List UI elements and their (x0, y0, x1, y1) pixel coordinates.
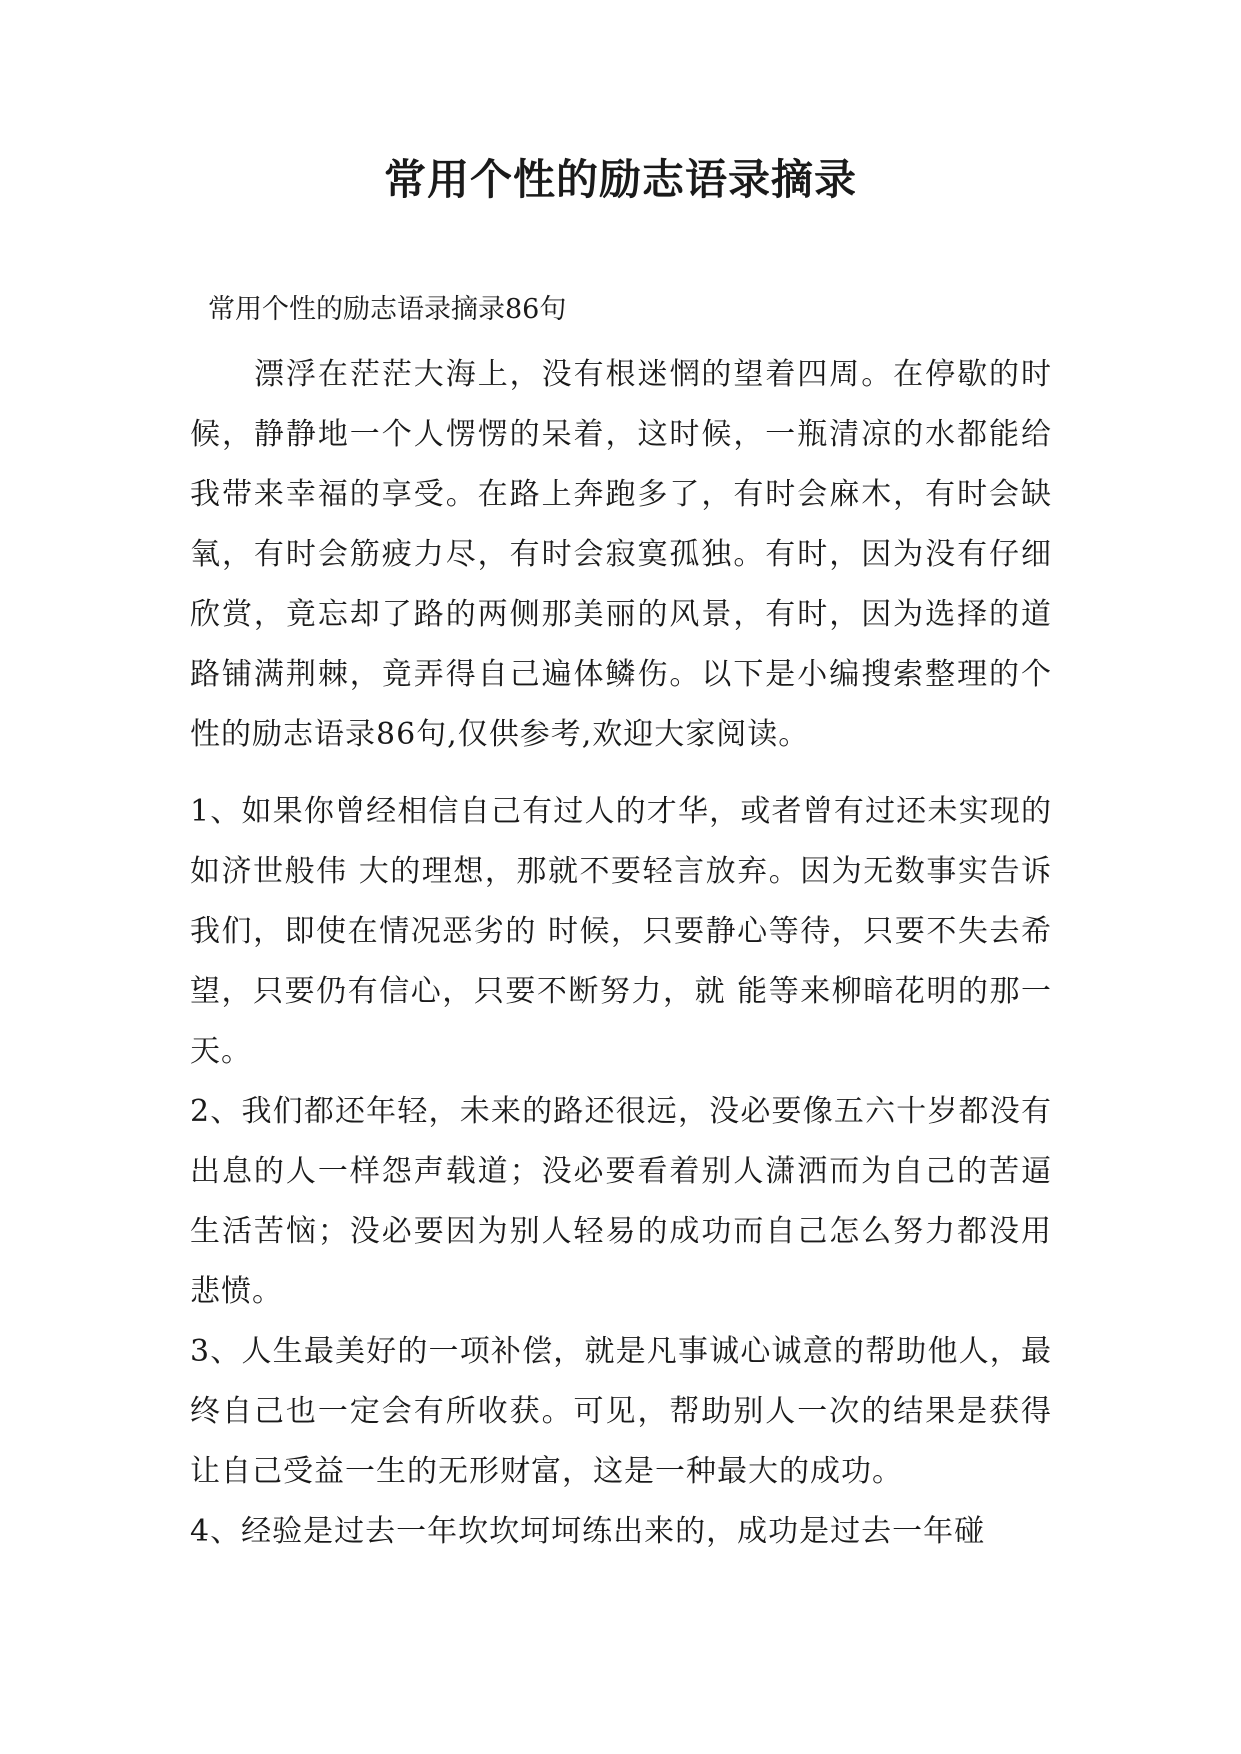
quote-item-4: 4、经验是过去一年坎坎坷坷练出来的，成功是过去一年碰 (190, 1514, 986, 1549)
document-subtitle: 常用个性的励志语录摘录86句 (208, 294, 567, 325)
intro-paragraph: 漂浮在茫茫大海上，没有根迷惘的望着四周。在停歇的时候，静静地一个人愣愣的呆着，这时候，一瓶清凉的水都能给我带来幸福的享受。在路上奔跑多了，有时会麻木，有时会缺氧，有时会筋疲力尽，有时会寂寞孤独。有时，因为没有仔细欣赏，竟忘却了路的两侧那美丽的风景，有时，因为选择的道路铺满荆棘，竟弄得自己遍体鳞伤。以下是小编搜索整理的个性的励志语录86句,仅供参考,欢迎大家阅读。 (190, 357, 1052, 752)
quote-item-2: 2、我们都还年轻，未来的路还很远，没必要像五六十岁都没有出息的人一样怨声载道；没必要看着别人潇洒而为自己的苦逼生活苦恼；没必要因为别人轻易的成功而自己怎么努力都没用悲愤。 (190, 1094, 1052, 1309)
document-title: 常用个性的励志语录摘录 (383, 155, 857, 204)
quote-item-1: 1、如果你曾经相信自己有过人的才华，或者曾有过还未实现的如济世般伟 大的理想，那就不要轻言放弃。因为无数事实告诉我们，即使在情况恶劣的 时候，只要静心等待，只要不失去希望，只要仍有信心，只要不断努力，就 能等来柳暗花明的那一天。 (190, 794, 1052, 1069)
quote-item-3: 3、人生最美好的一项补偿，就是凡事诚心诚意的帮助他人，最终自己也一定会有所收获。可见，帮助别人一次的结果是获得让自己受益一生的无形财富，这是一种最大的成功。 (190, 1334, 1052, 1489)
quote-list (190, 782, 1052, 1562)
